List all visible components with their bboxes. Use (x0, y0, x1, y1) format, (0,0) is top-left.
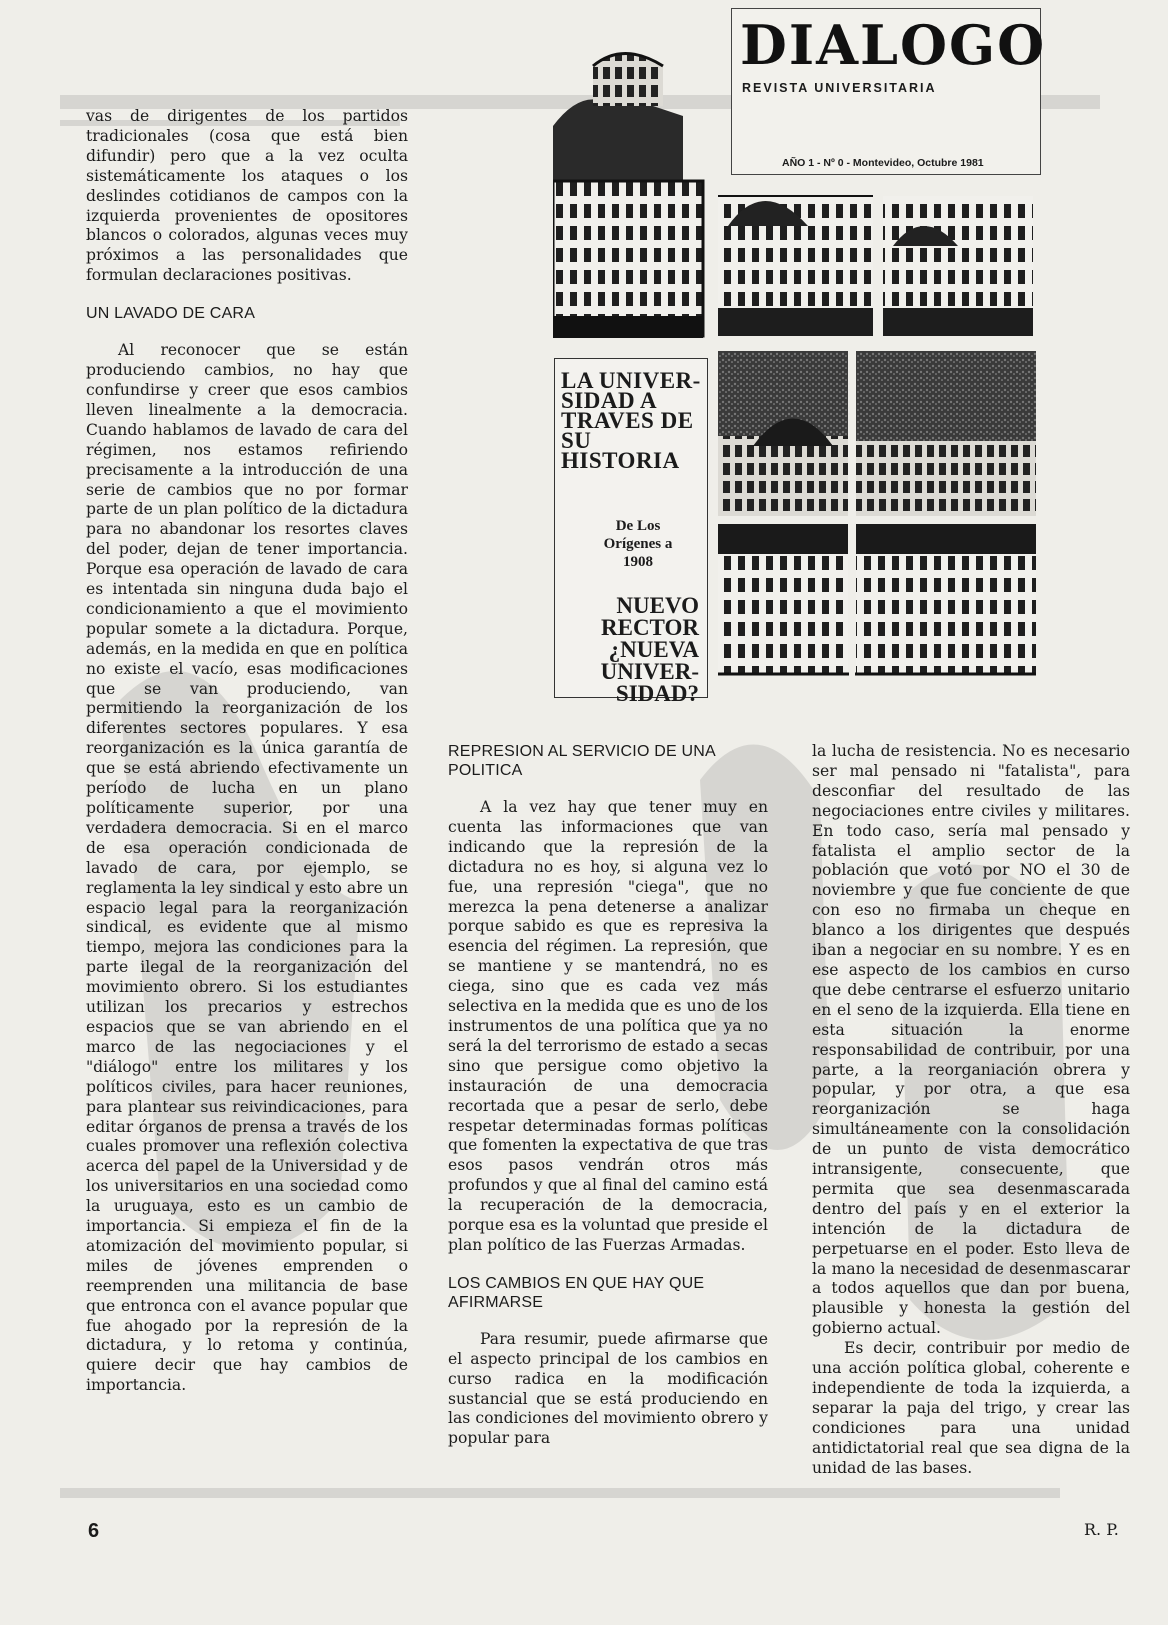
article-column-1 (86, 107, 408, 1396)
article-paragraph: vas de dirigentes de los partidos tradicionales (cosa que está bien difundir) pero que a la vez oculta sistemáticamente los ataques o los deslindes cotidianos de campos con la izquierda provenientes de opositores blancos o colorados, algunas veces muy próximos a las personalidades que formulan declaraciones positivas. (86, 107, 408, 285)
cover-headline-box (554, 358, 708, 706)
article-paragraph: A la vez hay que tener muy en cuenta las informaciones que van indicando que la represión de la dictadura no es hoy, si alguna vez lo fue, una represión "ciega", que no merezca la pena detenerse a analizar porque sabido es que es represiva la esencia del régimen. La represión, que se mantiene y se mantendrá, no es ciega, sino que es cada vez más selectiva en la medida que es uno de los instrumentos de una política que ya no será la del terrorismo de estado a secas sino que persigue como objetivo la instauración de una democracia recortada que a pesar de serlo, debe respetar determinadas formas políticas que fomenten la expectativa de que tras esos pasos vendrán otros más profundos y que al final del camino está la recuperación de la democracia, porque esa es la voluntad que preside el plan político de las Fuerzas Armadas. (448, 798, 768, 1254)
article-paragraph: la lucha de resistencia. No es necesario ser mal pensado ni "fatalista", para desconfiar del resultado de las negociaciones entre civiles y militares. En todo caso, sería mal pensado y fatalista el amplio sector de la población que votó por NO el 30 de noviembre y que fue conciente de que con eso no firmaba un cheque en blanco a los dirigentes que después iban a negociar en su nombre. Y es en ese aspecto de los cambios en curso que debe centrarse el esfuerzo unitario en el seno de la izquierda. Ella tiene en esta situación la enorme responsabilidad de contribuir, por una parte, a la reorganiación obrera y popular, y por otra, a que esa reorganización se haga simultáneamente con la consolidación de un punto de vista democrático intransigente, consecuente, que permita que sea desenmascarada dentro del país y en el exterior la intención de la dictadura de perpetuarse en el poder. Esto lleva de la mano la necesidad de desenmascarar a todos aquellos que dan por buena, plausible y honesta la gestión del gobierno actual. (812, 742, 1130, 1338)
section-heading-lavado-de-cara: UN LAVADO DE CARA (86, 305, 256, 323)
cover-headline-university-history: LA UNIVER-SIDAD A TRAVES DE SU HISTORIA (561, 368, 701, 473)
section-heading-los-cambios: LOS CAMBIOS EN QUE HAY QUE AFIRMARSE (448, 1274, 705, 1311)
article-paragraph: Para resumir, puede afirmarse que el aspecto principal de los cambios en curso radica en la modificación sustancial que se está produciendo en las condiciones del movimiento obrero y popular para (448, 1329, 768, 1448)
article-column-2 (448, 742, 768, 1449)
cover-subheadline: De Los Orígenes a 1908 (603, 518, 673, 570)
author-signature: R. P. (1084, 1520, 1119, 1539)
masthead-logo: DIALOGO (740, 13, 1047, 77)
cover-headline-new-rector: NUEVO RECTOR ¿NUEVA UNIVER-SIDAD? (600, 593, 699, 706)
article-column-3 (812, 742, 1130, 1479)
page-number: 6 (88, 1520, 100, 1542)
article-paragraph: Al reconocer que se están produciendo cambios, no hay que confundirse y creer que esos cambios lleven linealmente a la democracia. Cuando hablamos de lavado de cara del régimen, nos estamos refiriendo precisamente a la introducción de una serie de cambios que no por formar parte de un plan político de la dictadura para no abandonar los resortes claves del poder, dejan de tener importancia. Porque esa operación de lavado de cara es intentada sin ninguna duda bajo el condicionamiento a que el movimiento popular somete a la dictadura. Porque, además, en la medida en que en política no existe el vacío, esas modificaciones que se van produciendo, van permitiendo la reorganización de los diferentes sectores populares. Y esa reorganización es la única garantía de que se está abriendo efectivamente un período de lucha en un plano políticamente superior, por una verdadera democracia. Si en el marco de esa operación condicionada de lavado de cara, por ejemplo, se reglamenta la ley sindical y esto abre un espacio legal para la reorganización sindical, es evidente que al mismo tiempo, mejora las condiciones para la parte ilegal de la reorganización del movimiento obrero. Si los estudiantes utilizan los precarios y estrechos espacios que se van abriendo en el marco de las negociaciones y el "diálogo" entre los militares y los políticos civiles, para hacer reuniones, para plantear sus reivindicaciones, para editar órganos de prensa a través de los cuales promover una reflexión colectiva acerca del papel de la Universidad y de los universitarios en una sociedad como la uruguaya, esto es un cambio de importancia. Si empieza el fin de la atomización del movimiento popular, si miles de jóvenes emprenden o reemprenden una militancia de base que entronca con el avance popular que fue ahogado por la represión de la dictadura, y lo retoma y continúa, quiere decir que hay cambios de importancia. (86, 341, 408, 1395)
article-paragraph: Es decir, contribuir por medio de una acción política global, coherente e independiente de toda la izquierda, a separar la paja del trigo, y crear las condiciones para una unidad antidictatorial real que sea digna de la unidad de las bases. (812, 1339, 1130, 1477)
masthead-subtitle: REVISTA UNIVERSITARIA (742, 81, 937, 95)
section-heading-represion: REPRESION AL SERVICIO DE UNA POLITICA (448, 743, 716, 779)
masthead-issue-line: AÑO 1 - Nº 0 - Montevideo, Octubre 1981 (782, 157, 984, 169)
